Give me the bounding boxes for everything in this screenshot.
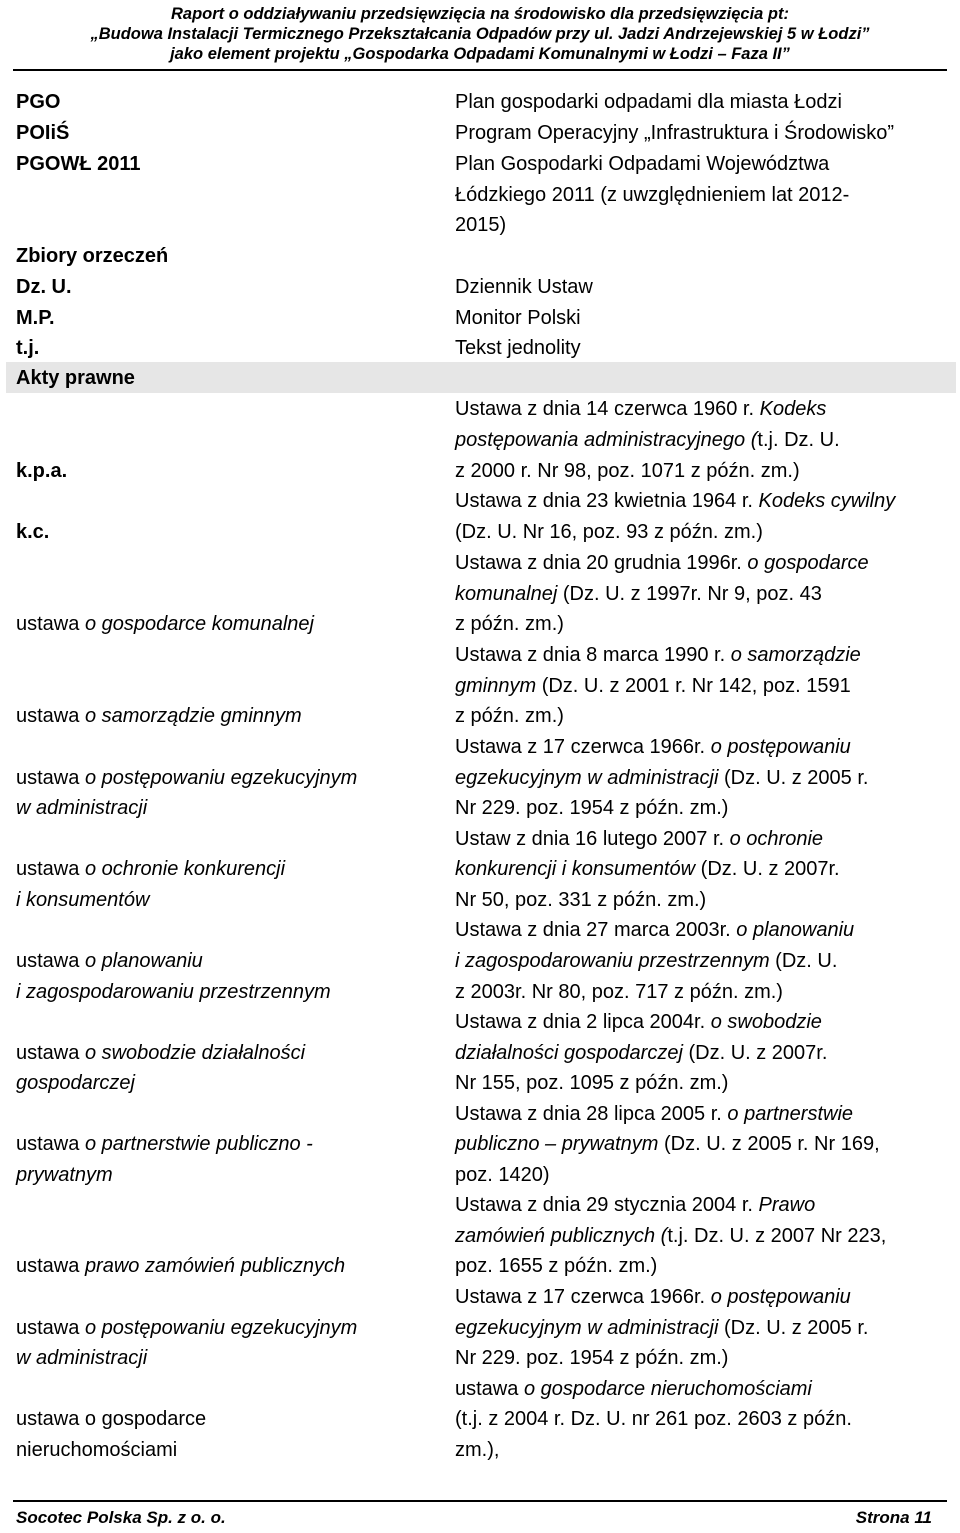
upzp-line-2: zamówień publicznych (t.j. Dz. U. z 2007 Nr 223, (455, 1225, 887, 1247)
footer-rule (13, 1500, 947, 1502)
ugn-line-3: zm.), (455, 1439, 500, 1461)
abbr-zbiory: Zbiory orzeczeń (16, 245, 169, 267)
upzp-line-1: Ustawa z dnia 29 stycznia 2004 r. Prawo (455, 1194, 816, 1216)
header-rule (13, 69, 947, 71)
name-ugn-line-1: ustawa o gospodarce (16, 1408, 207, 1430)
name-upe1-line-2: w administracji (16, 797, 148, 819)
name-upe1-line-1: ustawa o postępowaniu egzekucyjnym (16, 767, 358, 789)
abbr-kc: k.c. (16, 521, 50, 543)
usdg-line-2: działalności gospodarczej (Dz. U. z 2007r. (455, 1042, 828, 1064)
name-usdg-line-2: gospodarczej (16, 1072, 135, 1094)
kc-line-2: (Dz. U. Nr 16, poz. 93 z późn. zm.) (455, 521, 763, 543)
kpa-line-1: Ustawa z dnia 14 czerwca 1960 r. Kodeks (455, 398, 827, 420)
upe1-line-3: Nr 229. poz. 1954 z późn. zm.) (455, 797, 729, 819)
section-title-shading (6, 362, 956, 393)
name-upz-line-2: i zagospodarowaniu przestrzennym (16, 981, 331, 1003)
upe2-line-1: Ustawa z 17 czerwca 1966r. o postępowaniu (455, 1286, 851, 1308)
uppp-line-2: publiczno – prywatnym (Dz. U. z 2005 r. Nr 169, (455, 1133, 880, 1155)
ugk-line-2: komunalnej (Dz. U. z 1997r. Nr 9, poz. 43 (455, 583, 822, 605)
name-ugk: ustawa o gospodarce komunalnej (16, 613, 314, 635)
abbr-poiis: POIiŚ (16, 122, 70, 144)
abbr-kpa: k.p.a. (16, 460, 68, 482)
footer-page-number: Strona 11 (855, 1508, 932, 1527)
upz-line-3: z 2003r. Nr 80, poz. 717 z późn. zm.) (455, 981, 783, 1003)
ugn-line-1: ustawa o gospodarce nieruchomościami (455, 1378, 812, 1400)
upzp-line-3: poz. 1655 z późn. zm.) (455, 1255, 658, 1277)
ugn-line-2: (t.j. z 2004 r. Dz. U. nr 261 poz. 2603 z późn. (455, 1408, 852, 1430)
upe2-line-2: egzekucyjnym w administracji (Dz. U. z 2005 r. (455, 1317, 869, 1339)
abbr-tj: t.j. (16, 337, 40, 359)
uok-line-2: konkurencji i konsumentów (Dz. U. z 2007r. (455, 858, 840, 880)
abbr-mp: M.P. (16, 307, 55, 329)
upz-line-1: Ustawa z dnia 27 marca 2003r. o planowaniu (455, 919, 855, 941)
uok-line-3: Nr 50, poz. 331 z późn. zm.) (455, 889, 707, 911)
uok-line-1: Ustaw z dnia 16 lutego 2007 r. o ochronie (455, 828, 824, 850)
upe2-line-3: Nr 229. poz. 1954 z późn. zm.) (455, 1347, 729, 1369)
upe1-line-2: egzekucyjnym w administracji (Dz. U. z 2005 r. (455, 767, 869, 789)
name-uppp-line-2: prywatnym (16, 1164, 113, 1186)
desc-pgowl-line-3: 2015) (455, 214, 507, 236)
upe1-line-1: Ustawa z 17 czerwca 1966r. o postępowaniu (455, 736, 851, 758)
header-line-3: jako element projektu „Gospodarka Odpadami Komunalnymi w Łodzi – Faza II” (170, 45, 790, 63)
name-upz-line-1: ustawa o planowaniu (16, 950, 203, 972)
name-upe2-line-2: w administracji (16, 1347, 148, 1369)
desc-pgowl-line-2: Łódzkiego 2011 (z uwzględnieniem lat 2012- (455, 184, 850, 206)
name-uok-line-2: i konsumentów (16, 889, 150, 911)
desc-poiis: Program Operacyjny „Infrastruktura i Środowisko” (455, 122, 895, 144)
upz-line-2: i zagospodarowaniu przestrzennym (Dz. U. (455, 950, 838, 972)
ugk-line-1: Ustawa z dnia 20 grudnia 1996r. o gospodarce (455, 552, 869, 574)
usdg-line-1: Ustawa z dnia 2 lipca 2004r. o swobodzie (455, 1011, 822, 1033)
usg-line-3: z późn. zm.) (455, 705, 564, 727)
ugk-line-3: z późn. zm.) (455, 613, 564, 635)
uppp-line-1: Ustawa z dnia 28 lipca 2005 r. o partnerstwie (455, 1103, 854, 1125)
name-usdg-line-1: ustawa o swobodzie działalności (16, 1042, 306, 1064)
header-line-2: „Budowa Instalacji Termicznego Przekształcania Odpadów przy ul. Jadzi Andrzejewskiej 5 w Łodzi” (90, 25, 870, 43)
name-uok-line-1: ustawa o ochronie konkurencji (16, 858, 286, 880)
name-usg: ustawa o samorządzie gminnym (16, 705, 302, 727)
usdg-line-3: Nr 155, poz. 1095 z późn. zm.) (455, 1072, 729, 1094)
abbr-dzu: Dz. U. (16, 276, 72, 298)
name-uppp-line-1: ustawa o partnerstwie publiczno - (16, 1133, 313, 1155)
desc-pgo: Plan gospodarki odpadami dla miasta Łodzi (455, 91, 842, 113)
desc-pgowl-line-1: Plan Gospodarki Odpadami Województwa (455, 153, 830, 175)
abbr-pgo: PGO (16, 91, 61, 113)
desc-mp: Monitor Polski (455, 307, 581, 329)
name-ugn-line-2: nieruchomościami (16, 1439, 178, 1461)
kc-line-1: Ustawa z dnia 23 kwietnia 1964 r. Kodeks cywilny (455, 490, 896, 512)
header-line-1: Raport o oddziaływaniu przedsięwzięcia na środowisko dla przedsięwzięcia pt: (171, 5, 789, 23)
name-upe2-line-1: ustawa o postępowaniu egzekucyjnym (16, 1317, 358, 1339)
footer-company: Socotec Polska Sp. z o. o. (16, 1508, 226, 1527)
uppp-line-3: poz. 1420) (455, 1164, 550, 1186)
abbr-pgowl: PGOWŁ 2011 (16, 153, 141, 175)
name-upzp: ustawa prawo zamówień publicznych (16, 1255, 346, 1277)
kpa-line-3: z 2000 r. Nr 98, poz. 1071 z późn. zm.) (455, 460, 800, 482)
section-title: Akty prawne (16, 367, 135, 389)
usg-line-2: gminnym (Dz. U. z 2001 r. Nr 142, poz. 1591 (455, 675, 851, 697)
desc-dzu: Dziennik Ustaw (455, 276, 593, 298)
desc-tj: Tekst jednolity (455, 337, 581, 359)
kpa-line-2: postępowania administracyjnego (t.j. Dz. U. (455, 429, 840, 451)
usg-line-1: Ustawa z dnia 8 marca 1990 r. o samorządzie (455, 644, 861, 666)
